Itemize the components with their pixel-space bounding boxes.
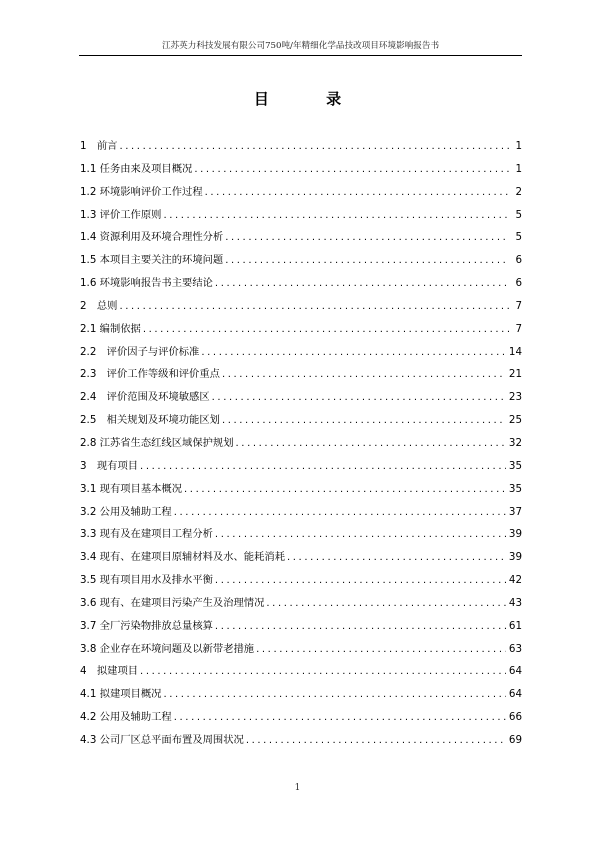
toc-dot-leader: [119, 296, 509, 319]
toc-entry-page: 35: [508, 459, 522, 472]
toc-entry-label: 2.4 评价范围及环境敏感区: [80, 391, 210, 404]
toc-entry-page: 5: [515, 231, 522, 244]
toc-entry-label: 3.6 现有、在建项目污染产生及治理情况: [80, 596, 265, 609]
toc-entry-label: 1.4 资源利用及环境合理性分析: [80, 231, 224, 244]
toc-dot-leader: [215, 524, 506, 547]
toc-dot-leader: [215, 273, 509, 296]
toc-entry-label: 1.2 环境影响评价工作过程: [80, 185, 203, 198]
toc-entry-page: 2: [515, 185, 522, 198]
toc-entry-label: 2.2 评价因子与评价标准: [80, 345, 200, 358]
toc-entry[interactable]: [80, 135, 522, 158]
toc-dot-leader: [119, 136, 509, 159]
toc-entry-page: 42: [508, 574, 522, 587]
toc-entry[interactable]: [80, 226, 522, 249]
toc-entry-label: 2.3 评价工作等级和评价重点: [80, 368, 220, 381]
toc-entry[interactable]: [80, 683, 522, 706]
toc-entry-page: 39: [508, 551, 522, 564]
toc-entry[interactable]: [80, 341, 522, 364]
toc-dot-leader: [256, 639, 506, 662]
toc-dot-leader: [184, 479, 506, 502]
toc-entry[interactable]: [80, 523, 522, 546]
toc-entry[interactable]: [80, 660, 522, 683]
toc-dot-leader: [163, 684, 505, 707]
toc-entry-label: 1.6 环境影响报告书主要结论: [80, 277, 213, 290]
toc-entry-page: 61: [508, 619, 522, 632]
toc-entry[interactable]: [80, 455, 522, 478]
toc-entry-label: 3 现有项目: [80, 459, 139, 472]
toc-entry-page: 63: [508, 642, 522, 655]
toc-entry[interactable]: [80, 592, 522, 615]
toc-entry-page: 7: [515, 322, 522, 335]
toc-entry-page: 1: [515, 162, 522, 175]
toc-dot-leader: [194, 159, 509, 182]
toc-entry-label: 1.3 评价工作原则: [80, 208, 162, 221]
toc-entry-label: 1 前言: [80, 140, 118, 152]
toc-title: 目 录: [253, 90, 368, 108]
toc-entry[interactable]: [80, 546, 522, 569]
toc-entry-label: 4.1 拟建项目概况: [80, 688, 162, 701]
toc-entry-page: 5: [515, 208, 522, 221]
toc-entry-page: 35: [508, 482, 522, 495]
toc-entry[interactable]: [80, 501, 522, 524]
toc-dot-leader: [222, 364, 506, 387]
toc-dot-leader: [287, 547, 506, 570]
toc-entry-page: 66: [508, 711, 522, 724]
toc-entry-label: 3.1 现有项目基本概况: [80, 482, 183, 495]
toc-entry[interactable]: [80, 158, 522, 181]
toc-entry-label: 3.2 公用及辅助工程: [80, 505, 172, 518]
toc-entry-page: 7: [515, 299, 522, 312]
toc-dot-leader: [246, 730, 506, 753]
toc-dot-leader: [212, 387, 506, 410]
toc-dot-leader: [215, 570, 506, 593]
toc-entry-page: 1: [515, 140, 522, 152]
toc-entry[interactable]: [80, 363, 522, 386]
toc-entry[interactable]: [80, 181, 522, 204]
toc-entry-page: 39: [508, 528, 522, 541]
toc-dot-leader: [236, 433, 506, 456]
toc-entry[interactable]: [80, 432, 522, 455]
toc-entry-page: 14: [508, 345, 522, 358]
toc-entry-label: 2.1 编制依据: [80, 322, 141, 335]
toc-entry-label: 4 拟建项目: [80, 665, 139, 678]
toc-entry-label: 3.5 现有项目用水及排水平衡: [80, 574, 213, 587]
toc-dot-leader: [201, 342, 506, 365]
toc-entry-page: 25: [508, 414, 522, 427]
toc-entry[interactable]: [80, 569, 522, 592]
toc-entry-page: 64: [508, 688, 522, 701]
toc-entry[interactable]: [80, 318, 522, 341]
toc-entry[interactable]: [80, 409, 522, 432]
toc-dot-leader: [174, 502, 506, 525]
toc-entry-label: 1.5 本项目主要关注的环境问题: [80, 254, 224, 267]
table-of-contents: [80, 135, 522, 752]
toc-entry-label: 1.1 任务由来及项目概况: [80, 162, 193, 175]
toc-dot-leader: [225, 227, 509, 250]
toc-dot-leader: [205, 182, 509, 205]
toc-entry-label: 3.3 现有及在建项目工程分析: [80, 528, 213, 541]
toc-entry-label: 3.7 全厂污染物排放总量核算: [80, 619, 213, 632]
toc-dot-leader: [266, 593, 505, 616]
toc-entry[interactable]: [80, 386, 522, 409]
toc-entry-label: 3.4 现有、在建项目原辅材料及水、能耗消耗: [80, 551, 285, 564]
toc-entry-label: 4.2 公用及辅助工程: [80, 711, 172, 724]
toc-entry-page: 64: [508, 665, 522, 678]
toc-dot-leader: [140, 661, 506, 684]
page-number: 1: [294, 783, 301, 793]
toc-entry-page: 6: [515, 277, 522, 290]
toc-dot-leader: [140, 456, 506, 479]
toc-entry[interactable]: [80, 204, 522, 227]
toc-entry-label: 2 总则: [80, 299, 118, 312]
toc-dot-leader: [174, 707, 506, 730]
toc-entry-label: 3.8 企业存在环境问题及以新带老措施: [80, 642, 255, 655]
toc-dot-leader: [215, 616, 506, 639]
page-header: 江苏英力科技发展有限公司750吨/年精细化学品技改项目环境影响报告书: [161, 41, 440, 51]
toc-dot-leader: [143, 319, 509, 342]
toc-entry[interactable]: [80, 478, 522, 501]
toc-entry-page: 37: [508, 505, 522, 518]
toc-dot-leader: [222, 410, 506, 433]
toc-entry-label: 2.5 相关规划及环境功能区划: [80, 414, 220, 427]
toc-entry-page: 23: [508, 391, 522, 404]
toc-entry-page: 21: [508, 368, 522, 381]
toc-entry[interactable]: [80, 615, 522, 638]
toc-entry[interactable]: [80, 638, 522, 661]
toc-entry[interactable]: [80, 272, 522, 295]
toc-dot-leader: [163, 205, 509, 228]
toc-entry-page: 43: [508, 596, 522, 609]
toc-entry-page: 69: [508, 733, 522, 746]
toc-entry[interactable]: [80, 706, 522, 729]
toc-entry-page: 32: [508, 436, 522, 449]
toc-entry[interactable]: [80, 249, 522, 272]
toc-entry[interactable]: [80, 729, 522, 752]
toc-entry[interactable]: [80, 295, 522, 318]
toc-entry-label: 4.3 公司厂区总平面布置及周围状况: [80, 733, 244, 746]
toc-entry-label: 2.8 江苏省生态红线区域保护规划: [80, 436, 234, 449]
toc-entry-page: 6: [515, 254, 522, 267]
header-rule: [79, 55, 522, 56]
toc-dot-leader: [225, 250, 509, 273]
